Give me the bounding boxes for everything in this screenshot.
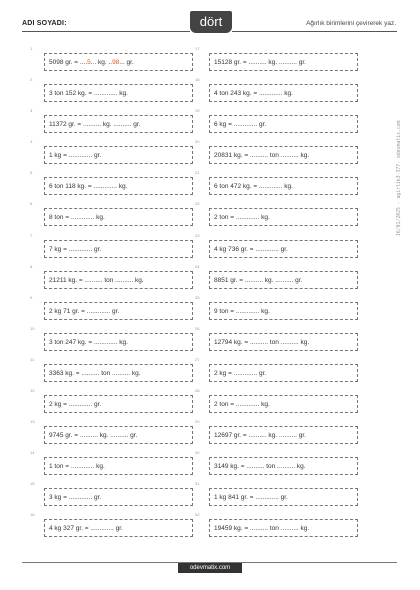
question-box	[209, 519, 358, 537]
question-item	[30, 170, 193, 201]
question-text: 11372 gr. = .......... kg. .......... gr.	[49, 121, 141, 129]
question-number: 22.	[195, 201, 201, 207]
question-text: 2 kg 71 gr. = ............. gr.	[49, 307, 120, 315]
question-item	[195, 108, 358, 139]
question-item	[30, 356, 193, 388]
question-number: 17.	[195, 46, 201, 51]
question-box	[44, 208, 193, 226]
question-item	[195, 170, 358, 201]
question-item	[195, 201, 358, 232]
question-box	[44, 177, 193, 195]
question-text: 12794 kg. = .......... ton .......... kg.	[214, 338, 310, 346]
question-item	[30, 325, 193, 357]
question-box	[44, 333, 193, 351]
question-box	[44, 271, 193, 289]
question-box	[209, 333, 358, 351]
question-box	[209, 240, 358, 258]
question-box	[44, 364, 193, 382]
question-text: 4 ton 243 kg. = ............. kg.	[214, 90, 293, 98]
question-number: 19.	[195, 108, 201, 114]
question-text: 9745 gr. = .......... kg. .......... gr.	[49, 432, 138, 440]
question-item	[195, 77, 358, 108]
question-item	[195, 388, 358, 419]
left-question-column	[30, 46, 193, 544]
question-number: 1.	[30, 46, 34, 51]
brand-logo: dört	[190, 11, 232, 33]
question-text: 2 ton = ............. kg.	[214, 401, 270, 409]
question-item	[30, 139, 193, 170]
question-box	[44, 53, 193, 71]
question-number: 10.	[30, 325, 36, 331]
question-text: 3149 kg. = .......... ton .......... kg.	[214, 463, 306, 471]
side-watermark-text: 16/01/2025 - agirlik3-377- odevmatix.com	[397, 120, 402, 236]
question-box	[44, 146, 193, 164]
question-item	[195, 481, 358, 512]
question-number: 14.	[30, 450, 36, 456]
question-text: 4 kg 327 gr. = ............. gr.	[49, 525, 123, 533]
question-box	[44, 519, 193, 537]
question-number: 11.	[30, 356, 36, 362]
question-item	[195, 512, 358, 543]
question-box	[209, 208, 358, 226]
question-text: 6 ton 472 kg. = ............. kg.	[214, 183, 293, 191]
question-text: 20831 kg. = .......... ton .......... kg.	[214, 152, 310, 160]
question-text: 6 ton 118 kg. = ............. kg.	[49, 183, 128, 191]
question-item	[30, 294, 193, 326]
question-number: 21.	[195, 170, 201, 176]
question-item	[195, 325, 358, 357]
question-number: 16.	[30, 512, 36, 518]
question-text: 19459 kg. = .......... ton .......... kg.	[214, 525, 310, 533]
question-number: 32.	[195, 512, 201, 518]
question-text: 2 kg = ............. gr.	[49, 401, 102, 409]
question-item	[30, 388, 193, 419]
question-item	[195, 356, 358, 388]
question-text: 6 kg = ............. gr.	[214, 121, 267, 129]
question-item	[30, 419, 193, 450]
question-item	[30, 77, 193, 108]
question-item	[30, 481, 193, 512]
question-box	[209, 146, 358, 164]
question-number: 18.	[195, 77, 201, 83]
question-box	[44, 84, 193, 102]
question-item	[195, 46, 358, 77]
question-text: 12697 gr. = .......... kg. .......... gr.	[214, 432, 306, 440]
right-question-column	[195, 46, 358, 544]
question-item	[30, 46, 193, 77]
question-number: 15.	[30, 481, 36, 487]
question-number: 30.	[195, 450, 201, 456]
filled-answer: 5	[87, 59, 91, 66]
question-number: 2.	[30, 77, 34, 83]
question-text: 7 kg = ............. gr.	[49, 245, 102, 253]
question-text: 9 ton = ............. kg.	[214, 307, 270, 315]
question-text: 15128 gr. = .......... kg. .......... gr.	[214, 59, 306, 66]
question-box	[209, 426, 358, 444]
question-number: 8.	[30, 263, 34, 269]
question-item	[195, 419, 358, 450]
question-text: 8851 gr. = .......... kg. .......... gr.	[214, 276, 303, 284]
question-number: 26.	[195, 325, 201, 331]
question-number: 13.	[30, 419, 36, 425]
question-number: 3.	[30, 108, 34, 114]
question-item	[195, 232, 358, 264]
instruction-text: Ağırlık birimlerini çevirerek yaz.	[306, 20, 396, 27]
question-box	[44, 488, 193, 506]
question-box	[209, 302, 358, 320]
question-box	[209, 271, 358, 289]
question-box	[209, 53, 358, 71]
name-label: ADI SOYADI:	[22, 20, 67, 27]
question-item	[30, 450, 193, 481]
question-item	[30, 108, 193, 139]
question-item	[30, 263, 193, 295]
question-text: 1 kg 841 gr. = ............. gr.	[214, 494, 288, 502]
question-box	[44, 115, 193, 133]
question-number: 5.	[30, 170, 34, 176]
question-box	[44, 395, 193, 413]
question-text-part: 5098 gr. = ....	[49, 59, 88, 66]
question-box	[44, 302, 193, 320]
question-text: 1 ton = ............. kg.	[49, 463, 105, 471]
question-text: 8 ton = ............. kg.	[49, 214, 105, 222]
filled-answer: 98	[112, 59, 120, 66]
question-item	[195, 294, 358, 326]
question-box	[209, 457, 358, 475]
question-number: 31.	[195, 481, 201, 487]
question-item	[195, 450, 358, 481]
question-item	[195, 139, 358, 170]
footer-brand: odevmatix.com	[178, 563, 242, 573]
question-number: 7.	[30, 232, 34, 238]
question-number: 24.	[195, 263, 201, 269]
question-text: 3 ton 152 kg. = ............. kg.	[49, 90, 128, 98]
question-text-part: ... gr.	[119, 59, 134, 66]
header-rule-right	[232, 31, 397, 32]
question-text: 3 ton 247 kg. = ............. kg.	[49, 338, 128, 346]
question-item	[30, 232, 193, 264]
question-box	[44, 240, 193, 258]
question-number: 27.	[195, 356, 201, 362]
question-text: 3363 kg. = .......... ton .......... kg.	[49, 369, 141, 377]
header-rule-left	[22, 31, 190, 32]
question-number: 9.	[30, 294, 34, 300]
question-box	[44, 457, 193, 475]
question-box	[209, 84, 358, 102]
page-header	[0, 0, 420, 40]
question-box	[209, 488, 358, 506]
question-box	[44, 426, 193, 444]
question-box	[209, 395, 358, 413]
question-text: 2 kg = ............. gr.	[214, 369, 267, 377]
question-text: 1 kg = ............. gr.	[49, 152, 102, 160]
question-text: 3 kg = ............. gr.	[49, 494, 102, 502]
question-box	[209, 177, 358, 195]
question-item	[30, 201, 193, 232]
question-number: 29.	[195, 419, 201, 425]
question-number: 6.	[30, 201, 34, 207]
question-box	[209, 115, 358, 133]
question-number: 25.	[195, 294, 201, 300]
question-item	[30, 512, 193, 543]
question-box	[209, 364, 358, 382]
question-text: 2 ton = ............. kg.	[214, 214, 270, 222]
question-text: 21211 kg. = .......... ton .......... kg.	[49, 276, 144, 284]
question-number: 28.	[195, 388, 201, 394]
question-number: 23.	[195, 232, 201, 238]
question-number: 12.	[30, 388, 36, 394]
question-item	[195, 263, 358, 295]
question-number: 20.	[195, 139, 201, 145]
question-number: 4.	[30, 139, 34, 145]
question-text-part: ... kg. ..	[90, 59, 113, 66]
question-text: 4 kg 736 gr. = ............. gr.	[214, 245, 288, 253]
